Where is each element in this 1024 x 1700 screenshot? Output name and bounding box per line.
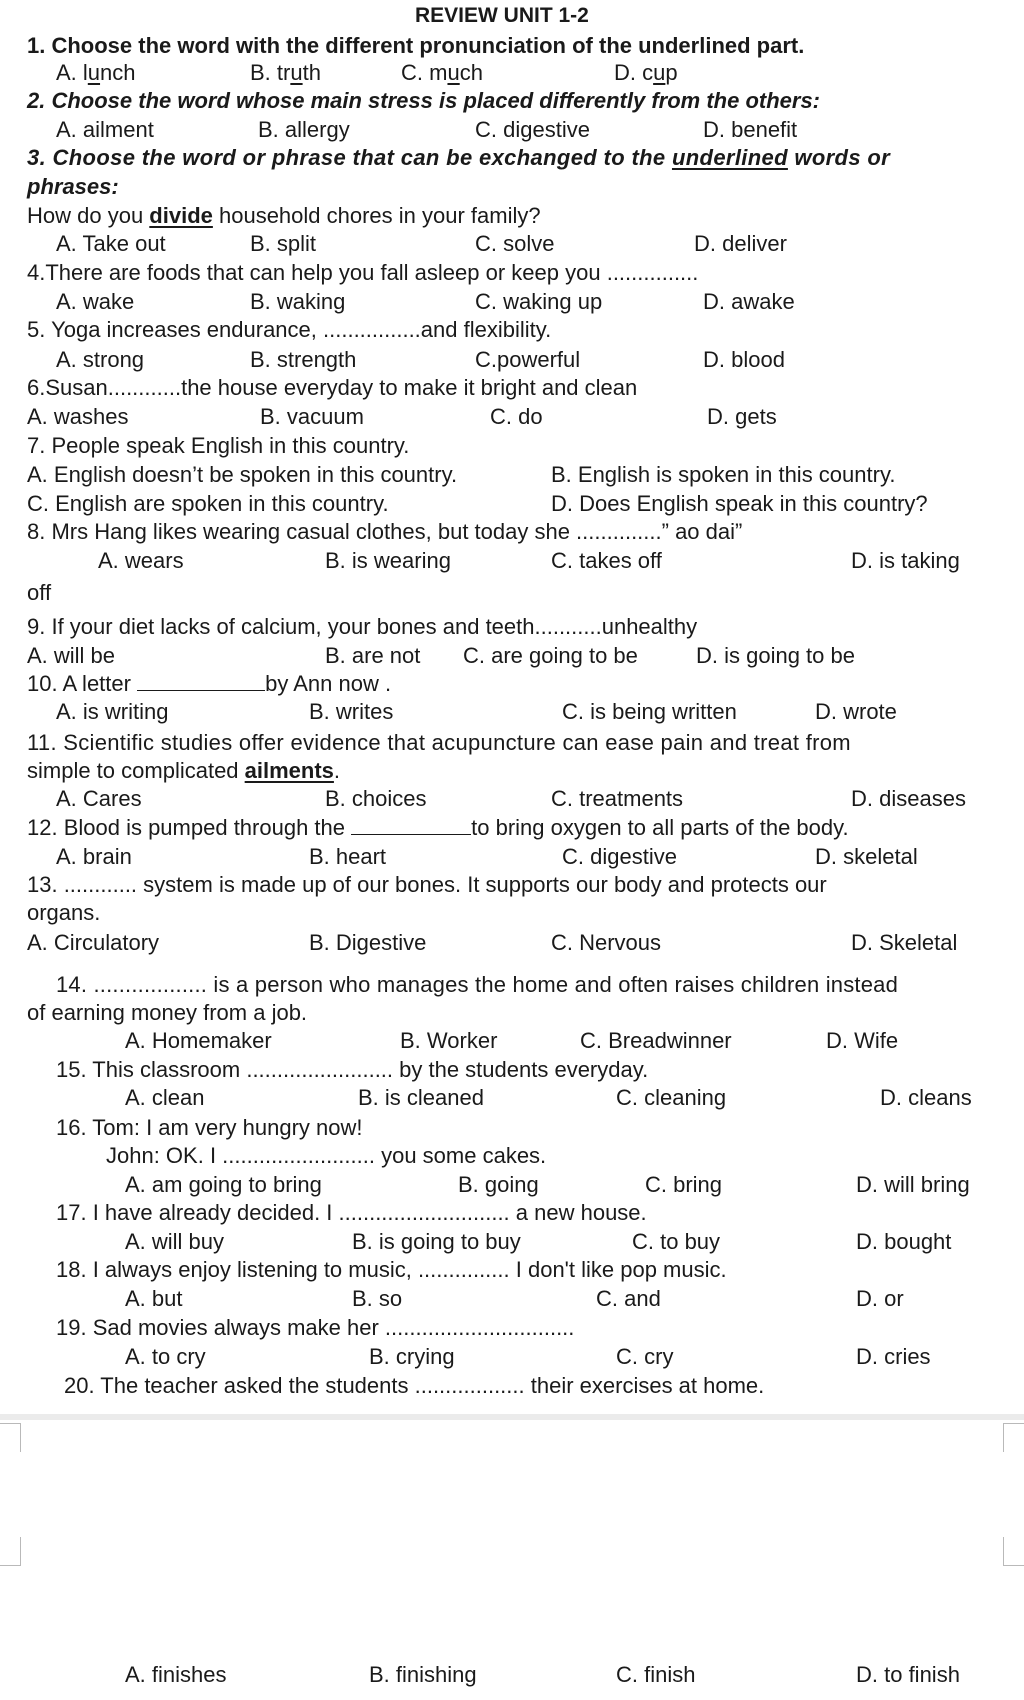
question-16-prompt-cont: John: OK. I ......................... you some cakes. xyxy=(106,1143,547,1168)
q11-option-d[interactable]: D. diseases xyxy=(851,786,966,811)
q4-option-b[interactable]: B. waking xyxy=(250,289,346,314)
question-6-prompt: 6.Susan............the house everyday to make it bright and clean xyxy=(27,375,638,400)
q18-option-a[interactable]: A. but xyxy=(125,1286,183,1311)
q12-option-c[interactable]: C. digestive xyxy=(562,844,677,869)
question-9-prompt: 9. If your diet lacks of calcium, your bones and teeth...........unhealthy xyxy=(27,614,698,639)
q4-option-a[interactable]: A. wake xyxy=(56,289,135,314)
page-break xyxy=(0,1414,1024,1420)
question-20-prompt: 20. The teacher asked the students .................. their exercises at home. xyxy=(64,1373,765,1398)
q10-option-d[interactable]: D. wrote xyxy=(815,699,897,724)
q3-sentence-underlined: divide xyxy=(149,203,213,228)
q2-option-c[interactable]: C. digestive xyxy=(475,117,590,142)
q16-option-a[interactable]: A. am going to bring xyxy=(125,1172,322,1197)
q1-option-c-rest: ch xyxy=(459,60,483,85)
q7-option-c[interactable]: C. English are spoken in this country. xyxy=(27,491,389,516)
q15-option-a[interactable]: A. clean xyxy=(125,1085,205,1110)
q10-option-b[interactable]: B. writes xyxy=(309,699,394,724)
q19-option-a[interactable]: A. to cry xyxy=(125,1344,206,1369)
q3-option-c[interactable]: C. solve xyxy=(475,231,555,256)
q1-option-b-underlined: u xyxy=(290,60,303,85)
q14-option-d[interactable]: D. Wife xyxy=(826,1028,899,1053)
q15-option-c[interactable]: C. cleaning xyxy=(616,1085,727,1110)
q1-option-b-letter: B. tr xyxy=(250,60,291,85)
q18-option-d[interactable]: D. or xyxy=(856,1286,904,1311)
q18-option-b[interactable]: B. so xyxy=(352,1286,403,1311)
q12-option-d[interactable]: D. skeletal xyxy=(815,844,918,869)
q1-option-a-underlined: u xyxy=(87,60,101,85)
q17-option-a[interactable]: A. will buy xyxy=(125,1229,225,1254)
question-14-prompt: 14. .................. is a person who manages the home and often raises children instead xyxy=(56,972,899,997)
q20-option-c[interactable]: C. finish xyxy=(616,1662,696,1687)
q10-answer-blank[interactable] xyxy=(137,672,265,691)
question-1-prompt: 1. Choose the word with the different pronunciation of the underlined part. xyxy=(27,33,805,58)
q1-option-d-rest: p xyxy=(665,60,678,85)
q3-option-a[interactable]: A. Take out xyxy=(56,231,166,256)
q17-option-b[interactable]: B. is going to buy xyxy=(352,1229,521,1254)
q14-option-b[interactable]: B. Worker xyxy=(400,1028,498,1053)
q1-option-d-underlined: u xyxy=(653,60,666,85)
q1-option-c-underlined: u xyxy=(447,60,460,85)
q5-option-d[interactable]: D. blood xyxy=(703,347,785,372)
question-3-prompt-cont: phrases: xyxy=(27,174,119,199)
question-4-prompt: 4.There are foods that can help you fall asleep or keep you ............... xyxy=(27,260,699,285)
q20-option-a[interactable]: A. finishes xyxy=(125,1662,227,1687)
question-13-prompt-cont: organs. xyxy=(27,900,101,925)
q6-option-d[interactable]: D. gets xyxy=(707,404,777,429)
question-14-prompt-cont: of earning money from a job. xyxy=(27,1000,308,1025)
question-5-prompt: 5. Yoga increases endurance, ................and flexibility. xyxy=(27,317,552,342)
q11-option-a[interactable]: A. Cares xyxy=(56,786,142,811)
question-15-prompt: 15. This classroom ........................ by the students everyday. xyxy=(56,1057,649,1082)
question-18-prompt: 18. I always enjoy listening to music, ............... I don't like pop music. xyxy=(56,1257,727,1282)
q10-option-a[interactable]: A. is writing xyxy=(56,699,169,724)
question-19-prompt: 19. Sad movies always make her ............................... xyxy=(56,1315,575,1340)
q10-prompt-b: by Ann now . xyxy=(265,671,392,696)
q18-option-c[interactable]: C. and xyxy=(596,1286,661,1311)
q3-option-d[interactable]: D. deliver xyxy=(694,231,787,256)
q5-option-a[interactable]: A. strong xyxy=(56,347,145,372)
question-8-prompt: 8. Mrs Hang likes wearing casual clothes, but today she ..............” ao dai” xyxy=(27,519,743,544)
q1-option-c-letter: C. m xyxy=(401,60,448,85)
question-12-prompt xyxy=(27,815,849,841)
q16-option-b[interactable]: B. going xyxy=(458,1172,539,1197)
q8-option-a[interactable]: A. wears xyxy=(98,548,184,573)
q4-option-d[interactable]: D. awake xyxy=(703,289,795,314)
q2-option-b[interactable]: B. allergy xyxy=(258,117,350,142)
q3-prompt-a: 3. Choose the word or phrase that can be exchanged to the xyxy=(27,145,672,170)
q13-option-a[interactable]: A. Circulatory xyxy=(27,930,160,955)
q13-option-b[interactable]: B. Digestive xyxy=(309,930,427,955)
q11-prompt-a: simple to complicated xyxy=(27,758,245,783)
q13-option-c[interactable]: C. Nervous xyxy=(551,930,662,955)
question-11-prompt: 11. Scientific studies offer evidence that acupuncture can ease pain and treat from xyxy=(27,730,851,755)
q13-option-d[interactable]: D. Skeletal xyxy=(851,930,958,955)
crop-corner-bottom-right xyxy=(1003,1537,1024,1566)
q6-option-c[interactable]: C. do xyxy=(490,404,543,429)
q9-option-d[interactable]: D. is going to be xyxy=(696,643,855,668)
q5-option-c[interactable]: C.powerful xyxy=(475,347,581,372)
question-3-prompt xyxy=(27,145,890,171)
q1-option-a-letter: A. l xyxy=(56,60,88,85)
crop-corner-top-right xyxy=(1003,1423,1024,1452)
crop-corner-top-left xyxy=(0,1423,21,1452)
q15-option-b[interactable]: B. is cleaned xyxy=(358,1085,484,1110)
q2-option-d[interactable]: D. benefit xyxy=(703,117,798,142)
q3-sentence-b: household chores in your family? xyxy=(212,203,541,228)
q7-option-b[interactable]: B. English is spoken in this country. xyxy=(551,462,896,487)
question-2-prompt: 2. Choose the word whose main stress is placed differently from the others: xyxy=(27,88,820,113)
q8-option-c[interactable]: C. takes off xyxy=(551,548,662,573)
q12-prompt-a: 12. Blood is pumped through the xyxy=(27,815,352,840)
q20-option-d[interactable]: D. to finish xyxy=(856,1662,960,1687)
q19-option-d[interactable]: D. cries xyxy=(856,1344,931,1369)
q5-option-b[interactable]: B. strength xyxy=(250,347,357,372)
q17-option-d[interactable]: D. bought xyxy=(856,1229,952,1254)
q12-prompt-b: to bring oxygen to all parts of the body. xyxy=(471,815,849,840)
q16-option-c[interactable]: C. bring xyxy=(645,1172,723,1197)
question-17-prompt: 17. I have already decided. I ............................ a new house. xyxy=(56,1200,647,1225)
question-16-prompt: 16. Tom: I am very hungry now! xyxy=(56,1115,363,1140)
q12-answer-blank[interactable] xyxy=(351,816,471,835)
q3-prompt-b: words or xyxy=(787,145,891,170)
q3-prompt-underlined: underlined xyxy=(671,145,788,170)
q7-option-d[interactable]: D. Does English speak in this country? xyxy=(551,491,928,516)
q1-option-a-rest: nch xyxy=(100,60,136,85)
q7-option-a[interactable]: A. English doesn’t be spoken in this country. xyxy=(27,462,458,487)
q1-option-c[interactable] xyxy=(401,60,483,86)
question-3-sentence xyxy=(27,203,541,229)
q19-option-c[interactable]: C. cry xyxy=(616,1344,674,1369)
q3-sentence-a: How do you xyxy=(27,203,150,228)
q9-option-a[interactable]: A. will be xyxy=(27,643,116,668)
q14-option-a[interactable]: A. Homemaker xyxy=(125,1028,272,1053)
q12-option-b[interactable]: B. heart xyxy=(309,844,387,869)
q9-option-b[interactable]: B. are not xyxy=(325,643,421,668)
q1-option-d[interactable] xyxy=(614,60,678,86)
question-11-prompt-cont xyxy=(27,758,340,784)
q20-option-b[interactable]: B. finishing xyxy=(369,1662,477,1687)
q6-option-b[interactable]: B. vacuum xyxy=(260,404,364,429)
crop-corner-bottom-left xyxy=(0,1537,21,1566)
q3-option-b[interactable]: B. split xyxy=(250,231,317,256)
q8-option-d-wrap[interactable]: off xyxy=(27,580,52,605)
q11-prompt-underlined: ailments xyxy=(244,758,334,783)
q12-option-a[interactable]: A. brain xyxy=(56,844,132,869)
question-7-prompt: 7. People speak English in this country. xyxy=(27,433,410,458)
q14-option-c[interactable]: C. Breadwinner xyxy=(580,1028,732,1053)
q8-option-d[interactable]: D. is taking xyxy=(851,548,960,573)
q8-option-b[interactable]: B. is wearing xyxy=(325,548,451,573)
q6-option-a[interactable]: A. washes xyxy=(27,404,129,429)
q2-option-a[interactable]: A. ailment xyxy=(56,117,154,142)
question-13-prompt: 13. ............ system is made up of our bones. It supports our body and protects our xyxy=(27,872,827,897)
q1-option-a[interactable] xyxy=(56,60,136,86)
q1-option-b[interactable] xyxy=(250,60,321,86)
q17-option-c[interactable]: C. to buy xyxy=(632,1229,721,1254)
q1-option-d-letter: D. c xyxy=(614,60,654,85)
q9-option-c[interactable]: C. are going to be xyxy=(463,643,638,668)
q11-option-c[interactable]: C. treatments xyxy=(551,786,684,811)
q11-prompt-b: . xyxy=(333,758,341,783)
q15-option-d[interactable]: D. cleans xyxy=(880,1085,972,1110)
q10-prompt-a: 10. A letter xyxy=(27,671,138,696)
q19-option-b[interactable]: B. crying xyxy=(369,1344,455,1369)
page-title: REVIEW UNIT 1-2 xyxy=(415,4,589,27)
q4-option-c[interactable]: C. waking up xyxy=(475,289,603,314)
question-10-prompt xyxy=(27,671,391,697)
q10-option-c[interactable]: C. is being written xyxy=(562,699,737,724)
q11-option-b[interactable]: B. choices xyxy=(325,786,427,811)
q16-option-d[interactable]: D. will bring xyxy=(856,1172,970,1197)
q1-option-b-rest: th xyxy=(302,60,321,85)
